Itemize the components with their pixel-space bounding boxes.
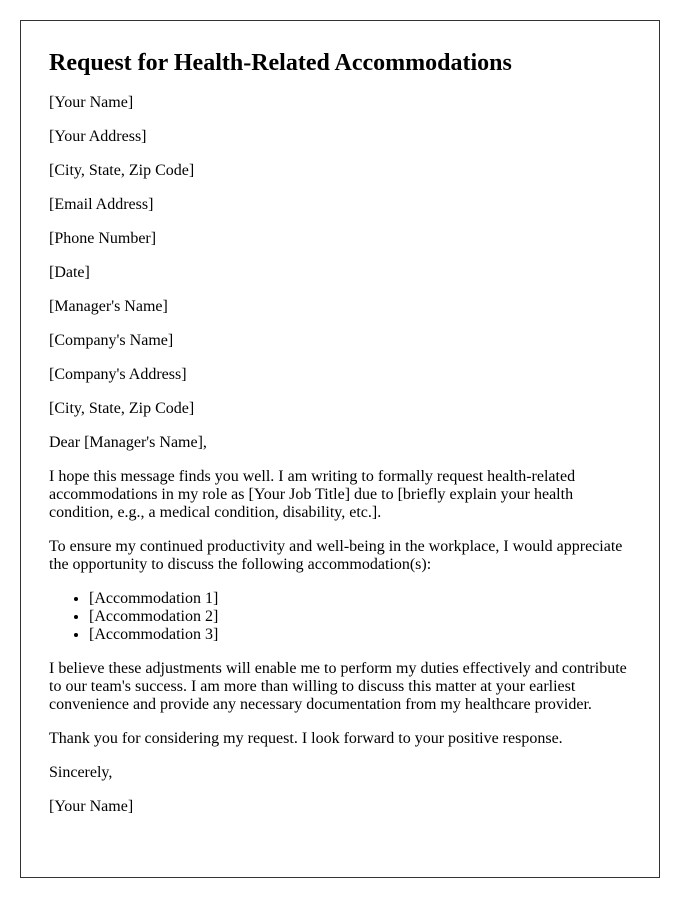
recipient-company-name: [Company's Name] [49, 332, 174, 349]
body-paragraph-request: To ensure my continued productivity and well-being in the workplace, I would appreciate the opportunity to discuss the following accommodation(s): [49, 538, 623, 573]
sender-phone: [Phone Number] [49, 230, 157, 247]
sender-name: [Your Name] [49, 94, 134, 111]
recipient-company-address: [Company's Address] [49, 366, 187, 383]
letter-title: Request for Health-Related Accommodations [49, 50, 512, 76]
letter-page [20, 20, 660, 878]
body-paragraph-adjustments: I believe these adjustments will enable me to perform my duties effectively and contribute to our team's success. I am more than willing to discuss this matter at your earliest convenience and provide any necessary documentation from my healthcare provider. [49, 660, 627, 713]
accommodation-item: • [Accommodation 2] [89, 608, 631, 626]
accommodation-item: • [Accommodation 3] [89, 626, 631, 644]
body-paragraph-intro: I hope this message finds you well. I am writing to formally request health-related accommodations in my role as [Your Job Title] due to [briefly explain your health condition, e.g., a medical condition, disability, etc.]. [49, 468, 576, 521]
sender-city-state-zip: [City, State, Zip Code] [49, 162, 195, 179]
sign-off: Sincerely, [49, 764, 113, 781]
salutation: Dear [Manager's Name], [49, 434, 207, 451]
recipient-city-state-zip: [City, State, Zip Code] [49, 400, 195, 417]
sender-email: [Email Address] [49, 196, 154, 213]
body-paragraph-thanks: Thank you for considering my request. I look forward to your positive response. [49, 730, 563, 747]
accommodation-item: • [Accommodation 1] [89, 590, 631, 608]
sender-address: [Your Address] [49, 128, 147, 145]
signature-name: [Your Name] [49, 798, 134, 815]
letter-date: [Date] [49, 264, 90, 281]
recipient-manager-name: [Manager's Name] [49, 298, 168, 315]
accommodations-list [49, 590, 631, 644]
